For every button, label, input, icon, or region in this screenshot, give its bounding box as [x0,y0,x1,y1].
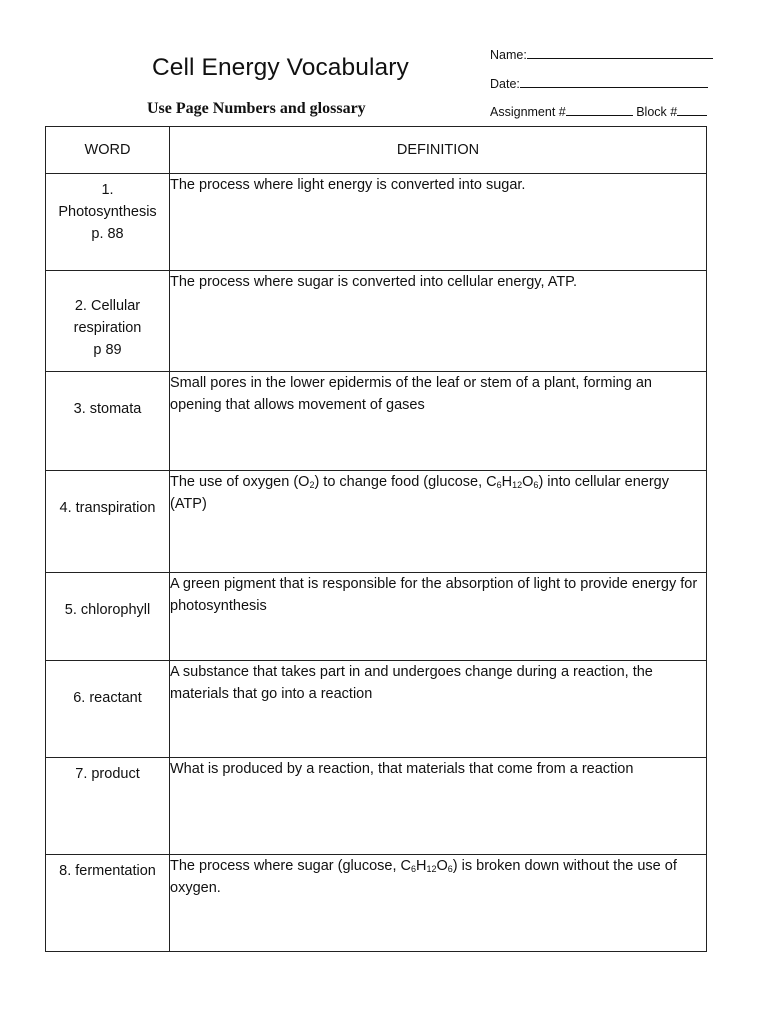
page-subtitle: Use Page Numbers and glossary [147,100,366,117]
name-blank[interactable] [527,46,713,59]
table-row [46,471,707,573]
definition-cell: What is produced by a reaction, that materials that come from a reaction [170,758,707,855]
definition-text: ) is broken down without the use of oxygen. [170,858,677,896]
table-row [46,271,707,372]
assignment-block-field[interactable] [490,103,707,119]
definition-text: O [436,858,448,874]
definition-cell: The process where light energy is converted into sugar. [170,174,707,271]
page-title: Cell Energy Vocabulary [152,54,409,81]
vocabulary-table [45,126,707,952]
definition-cell: Small pores in the lower epidermis of the leaf or stem of a plant, forming an opening that allows movement of gases [170,372,707,471]
definition-text: H [416,858,427,874]
date-label: Date: [490,77,520,91]
table-row [46,758,707,855]
definition-cell: A substance that takes part in and undergoes change during a reaction, the materials that go into a reaction [170,661,707,758]
date-field[interactable] [490,75,708,91]
word-cell: 8. fermentation [46,855,170,952]
column-header-definition: DEFINITION [170,127,707,174]
word-line: 2. Cellular [74,298,141,314]
subscript: 12 [426,864,437,874]
table-header-row [46,127,707,174]
subscript: 6 [533,480,539,490]
name-label: Name: [490,48,527,62]
word-cell [46,271,170,372]
table-row [46,573,707,661]
date-blank[interactable] [520,75,708,88]
subscript: 6 [410,864,416,874]
word-cell: 3. stomata [46,372,170,471]
word-line: 1. [101,182,114,198]
subscript: 12 [512,480,523,490]
subscript: 2 [309,480,315,490]
block-blank[interactable] [677,103,707,116]
word-cell: 4. transpiration [46,471,170,573]
word-line: p 89 [93,342,122,358]
word-cell: 6. reactant [46,661,170,758]
word-cell [46,174,170,271]
name-field[interactable] [490,46,713,62]
word-line: p. 88 [91,226,124,242]
definition-cell: The process where sugar is converted into cellular energy, ATP. [170,271,707,372]
definition-text: The process where sugar (glucose, C [170,858,411,874]
table-row [46,372,707,471]
definition-text: The use of oxygen (O [170,474,310,490]
definition-cell [170,855,707,952]
word-cell: 7. product [46,758,170,855]
definition-cell: A green pigment that is responsible for the absorption of light to provide energy for photosynthesis [170,573,707,661]
assignment-label: Assignment # [490,105,566,119]
assignment-blank[interactable] [566,103,633,116]
subscript: 6 [447,864,453,874]
word-line: respiration [73,320,142,336]
definition-text: ) into cellular energy (ATP) [170,474,670,512]
definition-text: O [522,474,534,490]
word-line: Photosynthesis [58,204,157,220]
column-header-word: WORD [46,127,170,174]
definition-cell [170,471,707,573]
table-row [46,661,707,758]
definition-text: ) to change food (glucose, C [314,474,497,490]
block-label: Block # [636,105,678,119]
definition-text: H [501,474,513,490]
subscript: 6 [496,480,502,490]
table-row [46,855,707,952]
word-cell: 5. chlorophyll [46,573,170,661]
table-row [46,174,707,271]
